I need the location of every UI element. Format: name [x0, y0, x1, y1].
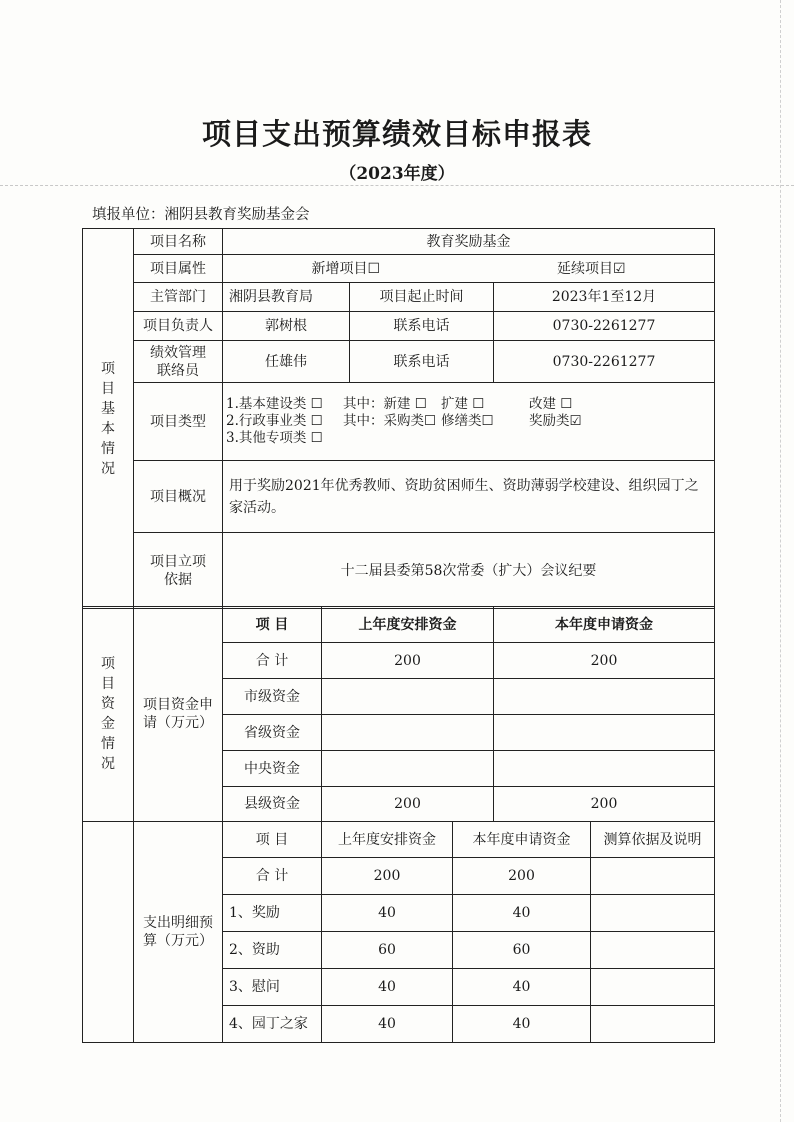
- funds-section-label: 项 目 资 金 情 况: [83, 607, 134, 822]
- apply-row-this: 200: [494, 787, 715, 822]
- project-name-value: 教育奖励基金: [223, 229, 715, 255]
- type-option[interactable]: 1.基本建设类 ☐: [226, 396, 323, 412]
- detail-row-last: 40: [322, 895, 453, 932]
- detail-row-last: 40: [322, 969, 453, 1006]
- apply-header-item: 项 目: [223, 607, 322, 643]
- detail-row-note: [591, 895, 715, 932]
- basis-label: 项目立项 依据: [134, 533, 223, 609]
- detail-row-name: 1、奖励: [223, 895, 322, 932]
- contact-label: 绩效管理 联络员: [134, 341, 223, 383]
- detail-label: 支出明细预 算（万元）: [134, 822, 223, 1043]
- overview-label: 项目概况: [134, 461, 223, 533]
- type-row: [226, 413, 714, 430]
- leader-phone-value: 0730-2261277: [494, 312, 715, 341]
- detail-row-this: 40: [453, 1006, 591, 1043]
- leader-phone-label: 联系电话: [350, 312, 494, 341]
- detail-header-note: 测算依据及说明: [591, 822, 715, 858]
- page-subtitle-year: （2023年度）: [339, 164, 455, 184]
- apply-label: 项目资金申 请（万元）: [134, 607, 223, 822]
- detail-row-last: 200: [322, 858, 453, 895]
- apply-row-this: [494, 751, 715, 787]
- detail-row-this: 60: [453, 932, 591, 969]
- attribute-continue-checkbox[interactable]: 延续项目☑: [556, 260, 626, 277]
- detail-row-name: 合 计: [223, 858, 322, 895]
- apply-header-last: 上年度安排资金: [322, 607, 494, 643]
- funds-table: [82, 606, 715, 822]
- funds-section-continuation: [83, 822, 134, 1043]
- leader-label: 项目负责人: [134, 312, 223, 341]
- apply-row-last: 200: [322, 787, 494, 822]
- type-options: [223, 383, 715, 461]
- detail-table: [82, 821, 715, 1043]
- leader-value: 郭树根: [223, 312, 350, 341]
- type-option[interactable]: 2.行政事业类 ☐: [226, 413, 323, 429]
- filing-unit: 填报单位：湘阴县教育奖励基金会: [92, 207, 310, 223]
- detail-row-name: 2、资助: [223, 932, 322, 969]
- detail-header-this: 本年度申请资金: [453, 822, 591, 858]
- apply-row-name: 省级资金: [223, 715, 322, 751]
- detail-row-this: 40: [453, 895, 591, 932]
- detail-row-note: [591, 1006, 715, 1043]
- basic-section-label: 项 目 基 本 情 况: [83, 229, 134, 609]
- apply-row-name: 中央资金: [223, 751, 322, 787]
- contact-value: 任雄伟: [223, 341, 350, 383]
- detail-row-last: 40: [322, 1006, 453, 1043]
- apply-row-last: [322, 751, 494, 787]
- detail-row-name: 3、慰问: [223, 969, 322, 1006]
- apply-row-this: [494, 715, 715, 751]
- apply-row-name: 市级资金: [223, 679, 322, 715]
- detail-row-note: [591, 858, 715, 895]
- project-name-label: 项目名称: [134, 229, 223, 255]
- type-option[interactable]: 其中：采购类☐: [343, 413, 437, 429]
- scan-dash-line: [0, 185, 794, 186]
- attribute-value: [223, 255, 715, 283]
- type-option[interactable]: 改建 ☐: [529, 396, 573, 412]
- type-row: [226, 396, 714, 413]
- attribute-new-checkbox[interactable]: 新增项目☐: [311, 260, 381, 277]
- detail-row-this: 40: [453, 969, 591, 1006]
- detail-row-note: [591, 969, 715, 1006]
- attribute-label: 项目属性: [134, 255, 223, 283]
- apply-row-name: 县级资金: [223, 787, 322, 822]
- detail-row-this: 200: [453, 858, 591, 895]
- detail-row-note: [591, 932, 715, 969]
- type-option[interactable]: 奖励类☑: [529, 413, 582, 429]
- dept-value: 湘阴县教育局: [223, 283, 350, 312]
- type-option[interactable]: 修缮类☐: [441, 413, 494, 429]
- apply-row-last: [322, 679, 494, 715]
- contact-phone-label: 联系电话: [350, 341, 494, 383]
- detail-row-name: 4、园丁之家: [223, 1006, 322, 1043]
- apply-header-this: 本年度申请资金: [494, 607, 715, 643]
- type-option[interactable]: 其中：新建 ☐: [343, 396, 427, 412]
- detail-header-item: 项 目: [223, 822, 322, 858]
- page-title: 项目支出预算绩效目标申报表: [201, 117, 592, 151]
- basic-info-table: [82, 228, 715, 609]
- type-option[interactable]: 3.其他专项类 ☐: [226, 430, 323, 446]
- type-row: [226, 430, 714, 447]
- overview-value: 用于奖励2021年优秀教师、资助贫困师生、资助薄弱学校建设、组织园丁之家活动。: [223, 461, 715, 533]
- basis-value: 十二届县委第58次常委（扩大）会议纪要: [223, 533, 715, 609]
- detail-header-last: 上年度安排资金: [322, 822, 453, 858]
- period-value: 2023年1至12月: [494, 283, 715, 312]
- detail-row-last: 60: [322, 932, 453, 969]
- contact-phone-value: 0730-2261277: [494, 341, 715, 383]
- apply-row-last: [322, 715, 494, 751]
- dept-label: 主管部门: [134, 283, 223, 312]
- apply-row-name: 合 计: [223, 643, 322, 679]
- type-option[interactable]: 扩建 ☐: [441, 396, 485, 412]
- apply-row-this: 200: [494, 643, 715, 679]
- type-label: 项目类型: [134, 383, 223, 461]
- apply-row-last: 200: [322, 643, 494, 679]
- apply-row-this: [494, 679, 715, 715]
- period-label: 项目起止时间: [350, 283, 494, 312]
